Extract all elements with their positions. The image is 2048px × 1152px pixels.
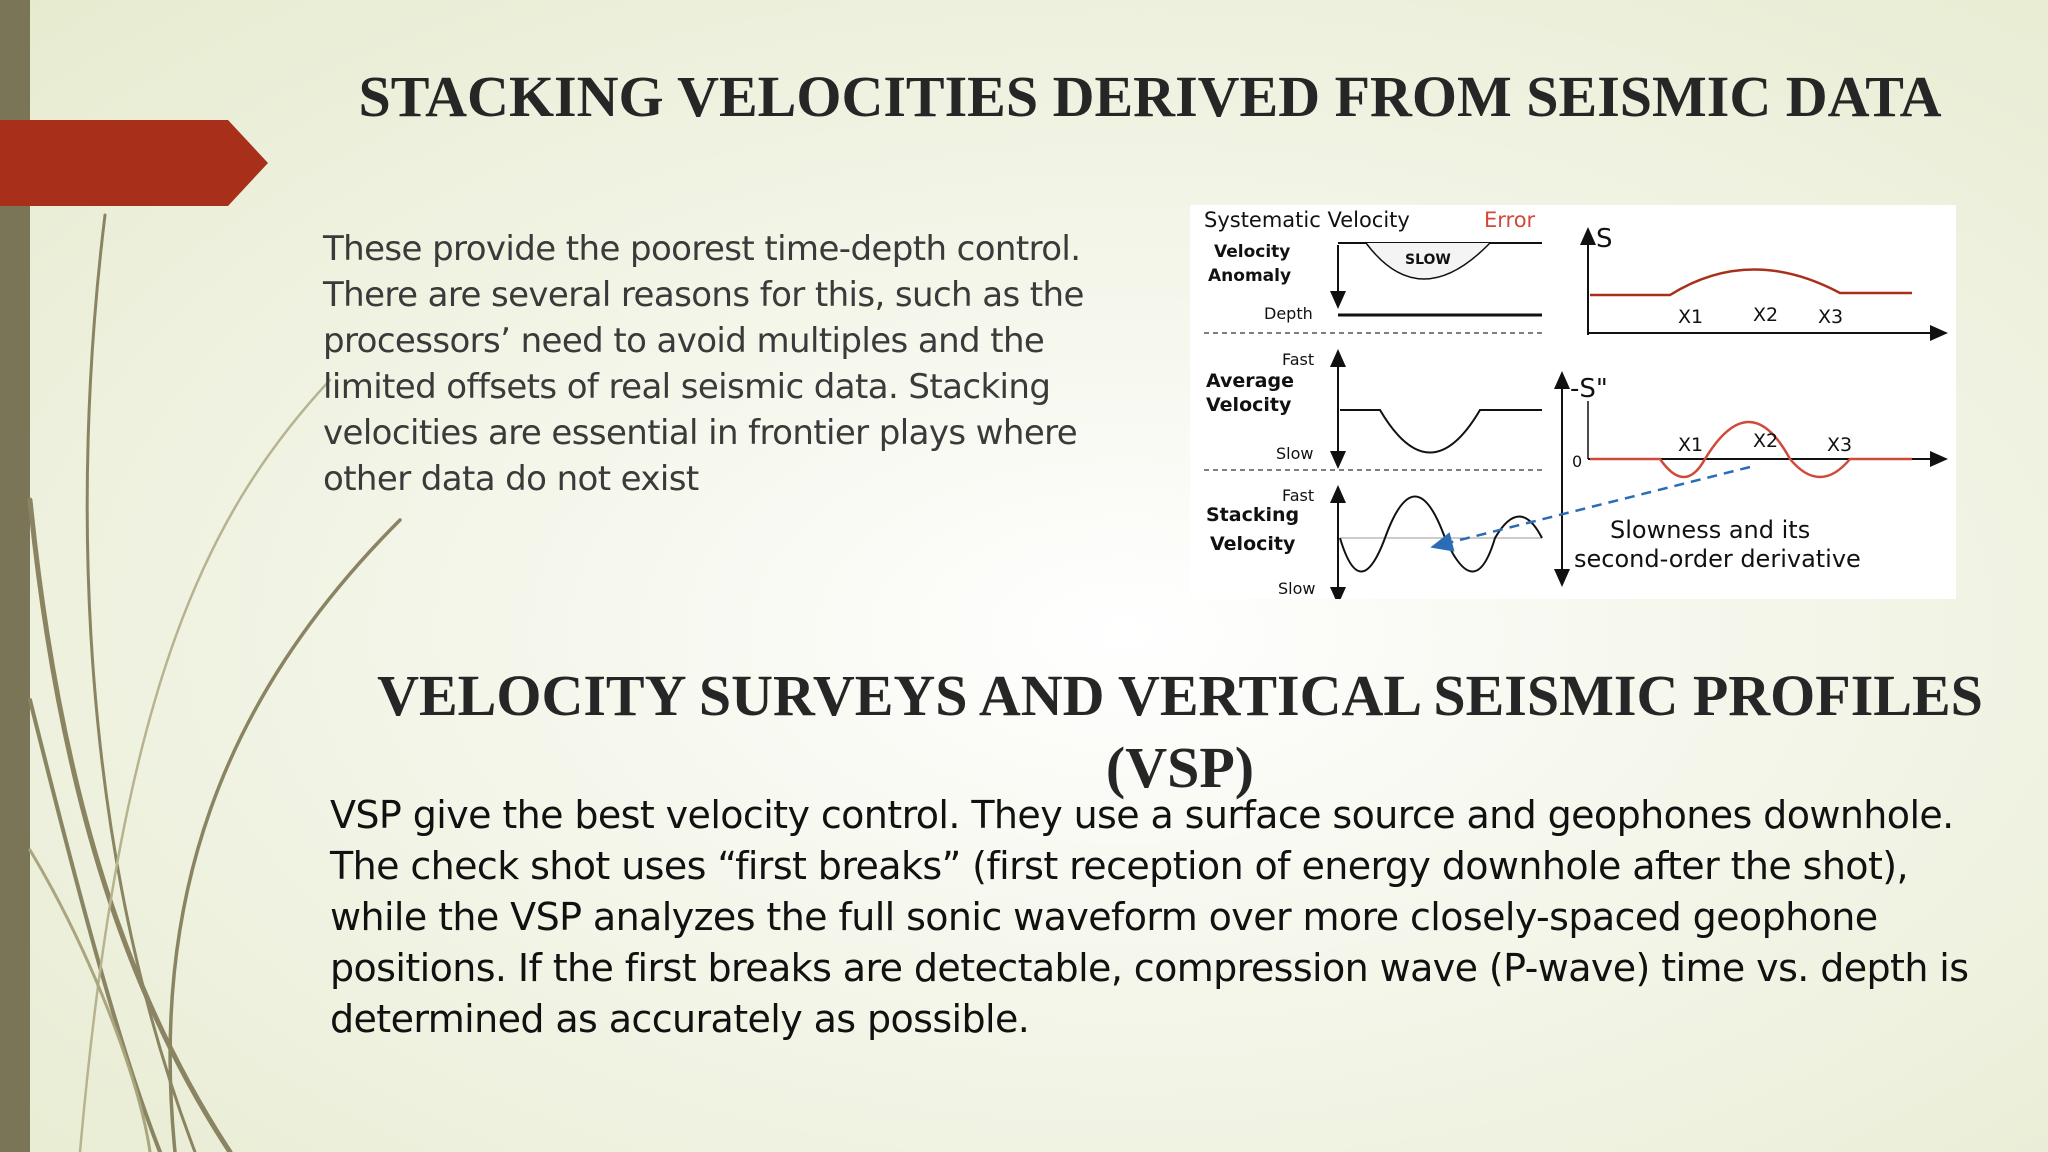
x3-top-label: X3 <box>1818 306 1844 328</box>
avg-label-1: Average <box>1206 370 1294 392</box>
section2-title-line2: (VSP) <box>1105 735 1255 800</box>
velocity-anomaly-label-1: Velocity <box>1214 242 1291 262</box>
avg-fast-label: Fast <box>1282 350 1315 369</box>
figure-title-error: Error <box>1484 208 1536 232</box>
figure-title: Systematic Velocity <box>1204 208 1410 232</box>
section1-body: These provide the poorest time-depth control. There are several reasons for this, such as the processors’ need to avoid multiples and the limited offsets of real seismic data. Stacking velocities are essential in frontier plays where other data do not exist <box>323 229 1084 499</box>
avg-slow-label: Slow <box>1276 444 1314 463</box>
x1-top-label: X1 <box>1678 306 1704 328</box>
x3-bottom-label: X3 <box>1827 434 1853 456</box>
section1-title: STACKING VELOCITIES DERIVED FROM SEISMIC DATA <box>358 64 1942 129</box>
s2-axis-label: -S" <box>1570 374 1608 404</box>
section2-body: VSP give the best velocity control. They use a surface source and geophones downhole. The check shot uses “first breaks” (first reception of energy downhole after the shot), while the VSP analyzes the full sonic waveform over more closely-spaced geophone positions. If the first breaks are detectable, compression wave (P-wave) time vs. depth is determined as accurately as possible. <box>330 793 1969 1041</box>
stk-slow-label: Slow <box>1278 579 1316 598</box>
velocity-anomaly-label-2: Anomaly <box>1208 266 1292 286</box>
slow-tag: SLOW <box>1405 252 1451 268</box>
depth-label: Depth <box>1264 304 1313 323</box>
section2-title-line1: VELOCITY SURVEYS AND VERTICAL SEISMIC PROFILES <box>377 663 1983 728</box>
caption-line-1: Slowness and its <box>1610 516 1811 544</box>
stk-label-1: Stacking <box>1206 504 1300 526</box>
x1-bottom-label: X1 <box>1678 434 1704 456</box>
velocity-error-figure <box>1190 205 1956 599</box>
x2-bottom-label: X2 <box>1753 430 1779 452</box>
caption-line-2: second-order derivative <box>1574 545 1861 573</box>
stk-label-2: Velocity <box>1210 533 1296 555</box>
red-arrow-decoration <box>0 120 270 206</box>
avg-label-2: Velocity <box>1206 394 1292 416</box>
s-axis-label: S <box>1596 224 1613 254</box>
zero-label: 0 <box>1572 452 1583 471</box>
section2-title <box>330 660 2030 804</box>
x2-top-label: X2 <box>1753 304 1779 326</box>
stk-fast-label: Fast <box>1282 486 1315 505</box>
